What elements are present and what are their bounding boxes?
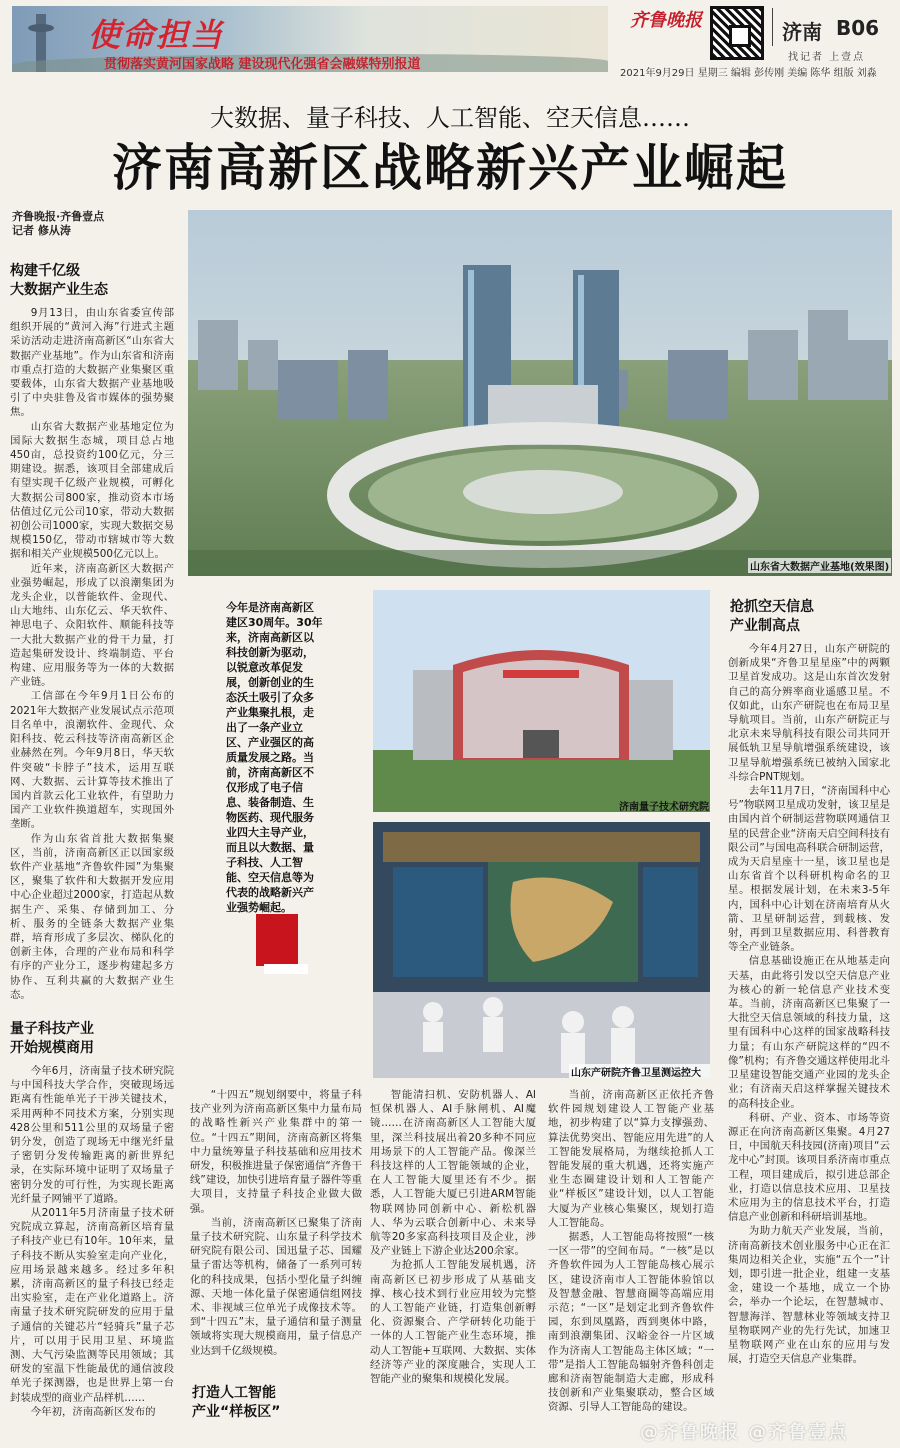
photo-big-data-base xyxy=(188,210,892,576)
paragraph: 近年来，济南高新区大数据产业强势崛起，形成了以浪潮集团为龙头企业，以普能软件、金现代、山大地纬、山东亿云、华天软件、神思电子、众阳软件、顺能科技等一大批大数据产业的骨干力量，打造起集研发设计、终端制造、平台构建、应用服务等为一体的大数据产业链。 xyxy=(10,562,174,689)
column-1-text xyxy=(10,306,174,1014)
paragraph: 作为山东省首批大数据集聚区，当前，济南高新区正以国家级软件产业基地“齐鲁软件园”为集聚区，聚集了软件和大数据开发应用中心企业超过2000家，打造起从数据生产、采集、存储到加工、分析、服务的全链条大数据产业集群，培育形成了多层次、梯队化的创新主体，合理的产业布局和科学有序的产业分工，逐步构建起多方协作、互利共赢的大数据产业生态。 xyxy=(10,832,174,1001)
dateline: 2021年9月29日 星期三 编辑 彭传刚 美编 陈华 组版 刘淼 xyxy=(620,68,877,79)
paragraph: 为助力航天产业发展，当前，济南高新技术创业服务中心正在汇集周边相关企业，实施“五个一”计划，即引进一批企业，组建一支基金，建设一个基地，成立一个协会，举办一个论坛，在智慧城市、智慧海洋、智慧林业等领域支持卫星物联网产业的先行先试，加速卫星物联网产业在山东的应用与发展，打造空天信息产业集群。 xyxy=(728,1225,890,1366)
pull-quote: 今年是济南高新区建区30周年。30年来，济南高新区以科技创新为驱动，以锐意改革促发展，创新创业的生态沃土吸引了众多产业集聚扎根，走出了一条产业立区、产业强区的高质量发展之路。当前，济南高新区不仅形成了电子信息、装备制造、生物医药、现代服务业四大主导产业，而且以大数据、量子科技、人工智能、空天信息等为代表的战略新兴产业强势崛起。 xyxy=(226,601,323,914)
column-1-text-lower xyxy=(10,1064,174,1444)
paragraph: 当前，济南高新区正依托齐鲁软件园规划建设人工智能产业基地，初步构建了以“算力支撑强劲、算法优势突出、智能应用先进”的人工智能发展格局，为继续抢抓人工智能发展的重大机遇，还将实施产业生态圈建设计划和人工智能产业“样板区”建设计划，以人工智能大厦为产业核心集聚区，规划打造人工智能岛。 xyxy=(548,1089,714,1229)
editor-tagline: 找记者 上壹点 xyxy=(788,52,866,63)
section-heading-big-data: 构建千亿级 大数据产业生态 xyxy=(10,263,108,298)
section-heading-ai: 打造人工智能 产业“样板区” xyxy=(192,1385,281,1420)
page-number: B06 xyxy=(836,16,880,40)
paragraph: 智能清扫机、安防机器人、AI恒保机器人、AI手脉闸机、AI魔镜……在济南高新区人工智能大厦里，深兰科技展出着20多种不同应用场景下的人工智能产品。像深兰科技这样的人工智能领域的企业，在人工智能大厦里还有不少。据悉，人工智能大厦已引进ARM智能物联网协同创新中心、新松机器人、华为云联合创新中心、未来导航等20多家高科技项目及企业，涉及产业链上下游企业达200余家。 xyxy=(370,1089,536,1258)
section-heading-quantum: 量子科技产业 开始规模商用 xyxy=(10,1021,94,1056)
red-square-decoration xyxy=(256,914,298,966)
paragraph: 今年6月，济南量子技术研究院与中国科技大学合作，突破现场远距离有性能单光子干涉关键技术，采用两种不同技术方案，分别实现428公里和511公里的双场量子密钥分发，创造了现场无中继光纤量子密钥分发传输距离的新世界纪录，在实际环境中证明了双场量子密钥分发的可行性，为实现长距离光纤量子网铺平了道路。 xyxy=(10,1065,174,1205)
paragraph: 今年初，济南高新区发布的 xyxy=(30,1405,156,1418)
paragraph: 当前，济南高新区已聚集了济南量子技术研究院、山东量子科学技术研究院有限公司、国迅量子芯、国耀量子雷达等机构，储备了一系列可转化的科技成果，包括小型化量子纠缠源、天地一体化量子保密通信组网技术、非视域三位单光子成像技术等。到“十四五”末，量子通信和量子测量领域将实现大规模商用，量子信息产业达到千亿级规模。 xyxy=(190,1216,362,1357)
paragraph: 据悉，人工智能岛将按照“一核一区一带”的空间布局。“一核”是以齐鲁软件园为人工智能岛核心展示区，建设济南市人工智能体验馆以及智慧金融、智慧商圈等高端应用示范；“一区”是划定北到齐鲁软件园，东到凤凰路，西到奥体中路，南到浪潮集团、汉峪金谷一片区域作为济南人工智能岛主体区域；“一带”是指人工智能岛辐射齐鲁科创走廊和济南智能制造大走廊，形成科技创新和产业集聚联动，整合区域资源、引导人工智能岛的建设。 xyxy=(548,1231,714,1414)
section-city: 济南 xyxy=(782,20,822,44)
byline: 齐鲁晚报·齐鲁壹点 记者 修从涛 xyxy=(12,210,105,237)
paragraph: 9月13日，由山东省委宣传部组织开展的“黄河入海”行进式主题采访活动走进济南高新区“山东省大数据产业基地”。作为山东省和济南市重点打造的大数据产业集聚区重要载体，山东省大数据产业基地吸引了中央驻鲁及省市媒体的强势聚焦。 xyxy=(10,307,174,419)
paragraph: 去年11月7日，“济南国科中心号”物联网卫星成功发射，该卫星是由国内首个研制运营物联网通信卫星的民营企业“济南天启空间科技有限公司”与国电高科联合研制运营，成为天启星座十一星，该卫星也是山东省首个以科研机构命名的卫星。根据发展计划，在未来3-5年内，国科中心计划在济南培育从火箭、卫星研制运营，到载核、发射，再到卫星数据应用、科普教育等全产业链条。 xyxy=(728,785,890,954)
paragraph: “十四五”规划纲要中，将量子科技产业列为济南高新区集中力量布局的战略性新兴产业集群中的第一位。“十四五”期间，济南高新区将集中力量统筹量子科技基础和应用技术研发，积极推进量子保密通信“齐鲁干线”建设，加快引进培育量子器件等重大项目，支持量子科技企业做大做强。 xyxy=(190,1089,362,1215)
photo-caption: 山东省大数据产业基地(效果图) xyxy=(748,558,891,573)
paragraph: 今年4月27日，山东产研院的创新成果“齐鲁卫星星座”中的两颗卫星首发成功。这是山东首次发射自己的高分辨率商业遥感卫星。不仅如此，山东产研院也在布局卫星导航项目。当前，山东产研院正与北京未来导航科技有限公司共同开展低轨卫星导航增强系统建设，该卫星导航增强系统已被纳入国家北斗综合PNT规划。 xyxy=(728,643,890,783)
banner-title: 使命担当 xyxy=(88,16,225,54)
kicker: 大数据、量子科技、人工智能、空天信息…… xyxy=(210,104,690,132)
photo-caption: 山东产研院齐鲁卫星测运控大 xyxy=(569,1064,710,1078)
paragraph: 工信部在今年9月1日公布的2021年大数据产业发展试点示范项目名单中，浪潮软件、金现代、众阳科技、乾云科技等济南高新区企业赫然在列。今年9月8日，华天软件突破“卡脖子”技术，运用互联网、大数据、云计算等技术推出了国内首款云化工业软件，有望助力国产工业软件换道超车，实现国外垄断。 xyxy=(10,690,174,831)
right-column-text xyxy=(728,642,890,1418)
paragraph: 为抢抓人工智能发展机遇，济南高新区已初步形成了从基础支撑、核心技术到行业应用较为完整的人工智能产业链，打造集创新孵化、资源聚合、产学研转化功能于一体的人工智能产业生态环境，推动人工智能+互联网、大数据、实体经济等产业的深度融合，实现人工智能产业的聚集和规模化发展。 xyxy=(370,1259,536,1386)
watermark: @齐鲁晚报 @齐鲁壹点 xyxy=(640,1422,849,1443)
photo-caption: 济南量子技术研究院 xyxy=(619,802,709,812)
paragraph: 从2011年5月济南量子技术研究院成立算起，济南高新区培育量子科技产业已有10年。10年来，量子科技不断从实验室走向产业化，应用场景越来越多。经过多年积累，济南高新区的量子科技已经走出实验室，走在产业化道路上。济南量子技术研究院研发的应用于量子通信的关键芯片“轻骑兵”量子芯片，可以用于民用卫星、环境监测、大气污染监测等民用领域；其研发的室温下性能最优的通信波段单光子探测器，也是世界上第一台封装成型的商业产品样机…… xyxy=(10,1207,174,1404)
banner-subtitle: 贯彻落实黄河国家战略 建设现代化强省会融媒特别报道 xyxy=(104,57,421,72)
photo-quantum-institute xyxy=(373,590,710,812)
middle-column-a xyxy=(190,1088,362,1374)
section-heading-aerospace: 抢抓空天信息 产业制高点 xyxy=(730,599,814,634)
middle-column-b xyxy=(370,1088,536,1428)
qr-code-icon xyxy=(710,6,764,60)
masthead-banner xyxy=(12,6,608,72)
newspaper-logo: 齐鲁晚报 xyxy=(630,10,702,31)
paragraph: 信息基础设施正在从地基走向天基，由此将引发以空天信息产业为核心的新一轮信息产业技术变革。当前，济南高新区已集聚了一大批空天信息领域的科技力量，这里有国科中心这样的国家战略科技力量；有山东产研院这样的“四不像”机构；有齐鲁交通这样使用北斗卫星建设智能交通产业园的龙头企业；有济南天启这样掌握关键技术的高科技企业。 xyxy=(728,955,890,1110)
paragraph: 山东省大数据产业基地定位为国际大数据生态城，项目总占地450亩，总投资约100亿元，分三期建设。据悉，该项目全部建成后有望实现千亿级产业规模，可孵化大数据公司800家，推动资本市场估值过亿元公司10家，带动大数据初创公司1000家，实现大数据交易规模150亿，带动市辖城市等大数据和相关产业规模500亿元以上。 xyxy=(10,420,174,561)
paragraph: 科研、产业、资本、市场等资源正在向济南高新区集聚。4月27日，中国航天科技园(济南)项目“云龙中心”封顶。该项目系济南市重点工程，项目建成后，拟引进总部企业，打造以信息技术应用、卫星技术应用为主的信息技术平台，打造信息产业创新和科研培训基地。 xyxy=(728,1111,890,1224)
headline: 济南高新区战略新兴产业崛起 xyxy=(112,138,788,197)
photo-satellite-control-hall xyxy=(373,822,710,1078)
middle-column-c xyxy=(548,1088,714,1428)
